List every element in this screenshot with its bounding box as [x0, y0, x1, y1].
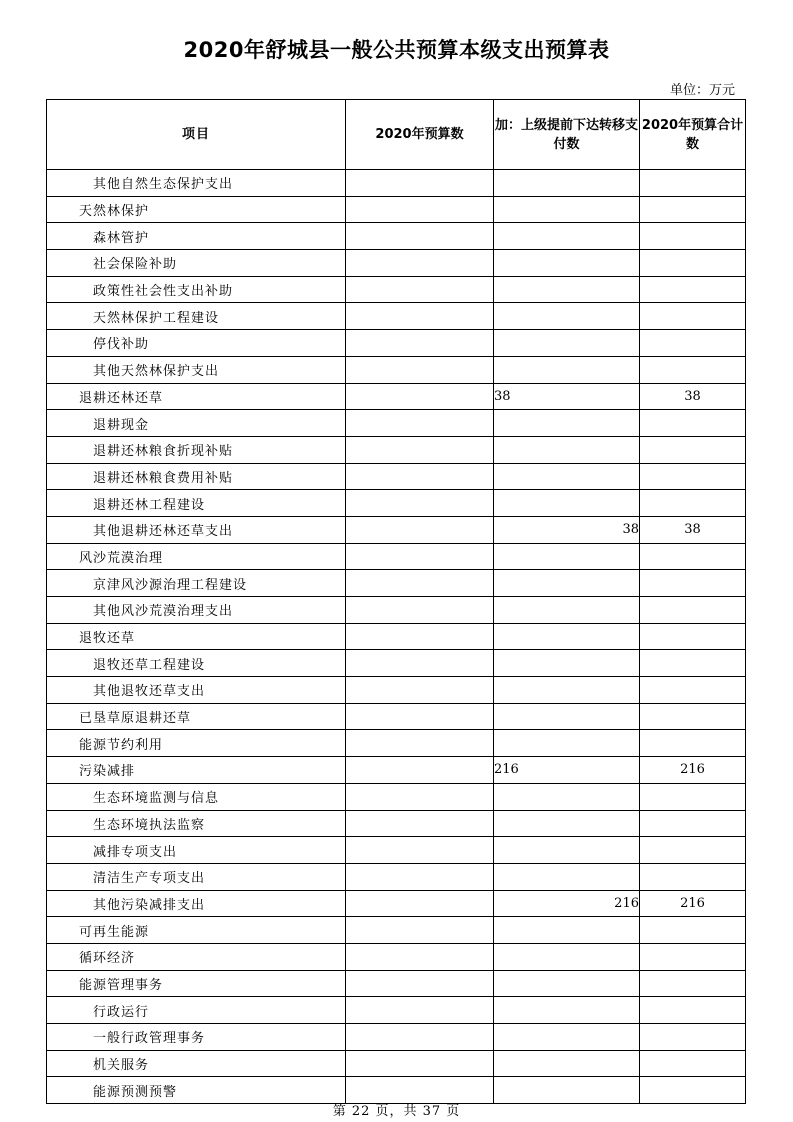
row-item-name: 其他退耕还林还草支出: [47, 516, 346, 543]
table-row: [47, 783, 746, 810]
row-budget-value: [346, 917, 494, 944]
row-total-value: [640, 303, 746, 330]
row-budget-value: [346, 943, 494, 970]
row-item-name: 其他风沙荒漠治理支出: [47, 597, 346, 624]
row-item-name: 清洁生产专项支出: [47, 863, 346, 890]
row-transfer-value: [494, 543, 640, 570]
row-total-value: [640, 330, 746, 357]
row-item-name: 天然林保护工程建设: [47, 303, 346, 330]
row-total-value: [640, 436, 746, 463]
row-transfer-value: [494, 837, 640, 864]
row-budget-value: [346, 170, 494, 197]
row-transfer-value: 216: [494, 757, 640, 784]
table-row: [47, 597, 746, 624]
row-item-name: 行政运行: [47, 997, 346, 1024]
row-transfer-value: [494, 703, 640, 730]
row-item-name: 社会保险补助: [47, 250, 346, 277]
row-budget-value: [346, 623, 494, 650]
row-total-value: 216: [640, 890, 746, 917]
row-total-value: [640, 570, 746, 597]
header-transfer: 加：上级提前下达转移支付数: [494, 100, 640, 170]
table-row: [47, 436, 746, 463]
row-transfer-value: [494, 997, 640, 1024]
row-item-name: 退耕还林粮食费用补贴: [47, 463, 346, 490]
row-total-value: [640, 1024, 746, 1051]
row-transfer-value: [494, 917, 640, 944]
row-item-name: 退牧还草: [47, 623, 346, 650]
row-budget-value: [346, 757, 494, 784]
row-transfer-value: [494, 303, 640, 330]
row-total-value: 38: [640, 516, 746, 543]
row-total-value: 38: [640, 383, 746, 410]
row-budget-value: [346, 383, 494, 410]
row-budget-value: [346, 490, 494, 517]
table-row: [47, 757, 746, 784]
row-item-name: 循环经济: [47, 943, 346, 970]
row-budget-value: [346, 597, 494, 624]
table-row: [47, 703, 746, 730]
row-transfer-value: [494, 490, 640, 517]
row-transfer-value: [494, 570, 640, 597]
table-row: [47, 810, 746, 837]
row-transfer-value: [494, 970, 640, 997]
row-transfer-value: [494, 330, 640, 357]
row-total-value: [640, 703, 746, 730]
row-budget-value: [346, 810, 494, 837]
row-total-value: 216: [640, 757, 746, 784]
row-item-name: 机关服务: [47, 1050, 346, 1077]
row-budget-value: [346, 330, 494, 357]
row-transfer-value: [494, 436, 640, 463]
row-total-value: [640, 837, 746, 864]
row-total-value: [640, 650, 746, 677]
row-transfer-value: 38: [494, 516, 640, 543]
table-row: [47, 650, 746, 677]
row-item-name: 减排专项支出: [47, 837, 346, 864]
row-total-value: [640, 730, 746, 757]
row-item-name: 京津风沙源治理工程建设: [47, 570, 346, 597]
row-budget-value: [346, 1024, 494, 1051]
row-item-name: 其他退牧还草支出: [47, 677, 346, 704]
row-budget-value: [346, 970, 494, 997]
row-budget-value: [346, 890, 494, 917]
row-budget-value: [346, 1050, 494, 1077]
table-row: [47, 1024, 746, 1051]
row-budget-value: [346, 223, 494, 250]
row-transfer-value: [494, 196, 640, 223]
table-body: [47, 170, 746, 1104]
header-total: 2020年预算合计数: [640, 100, 746, 170]
table-row: [47, 356, 746, 383]
table-row: [47, 490, 746, 517]
table-row: [47, 863, 746, 890]
row-budget-value: [346, 276, 494, 303]
row-total-value: [640, 597, 746, 624]
row-transfer-value: [494, 730, 640, 757]
row-item-name: 停伐补助: [47, 330, 346, 357]
row-item-name: 已垦草原退耕还草: [47, 703, 346, 730]
row-budget-value: [346, 250, 494, 277]
row-transfer-value: [494, 1024, 640, 1051]
row-total-value: [640, 223, 746, 250]
row-transfer-value: [494, 650, 640, 677]
row-total-value: [640, 196, 746, 223]
row-item-name: 其他天然林保护支出: [47, 356, 346, 383]
row-item-name: 森林管护: [47, 223, 346, 250]
row-transfer-value: [494, 1050, 640, 1077]
row-item-name: 风沙荒漠治理: [47, 543, 346, 570]
header-budget: 2020年预算数: [346, 100, 494, 170]
table-row: [47, 570, 746, 597]
row-item-name: 其他污染减排支出: [47, 890, 346, 917]
row-transfer-value: 216: [494, 890, 640, 917]
row-budget-value: [346, 783, 494, 810]
table-row: [47, 970, 746, 997]
row-total-value: [640, 170, 746, 197]
row-transfer-value: [494, 677, 640, 704]
unit-label: 单位：万元: [669, 83, 735, 98]
table-row: [47, 917, 746, 944]
row-item-name: 其他自然生态保护支出: [47, 170, 346, 197]
row-total-value: [640, 623, 746, 650]
table-row: [47, 890, 746, 917]
row-item-name: 退耕还林还草: [47, 383, 346, 410]
page-title: 2020年舒城县一般公共预算本级支出预算表: [183, 38, 610, 62]
row-transfer-value: [494, 276, 640, 303]
table-row: [47, 330, 746, 357]
row-budget-value: [346, 410, 494, 437]
page-footer: 第 22 页，共 37 页: [332, 1104, 461, 1119]
row-budget-value: [346, 703, 494, 730]
row-total-value: [640, 997, 746, 1024]
row-item-name: 生态环境监测与信息: [47, 783, 346, 810]
row-total-value: [640, 943, 746, 970]
row-item-name: 政策性社会性支出补助: [47, 276, 346, 303]
row-transfer-value: [494, 170, 640, 197]
table-row: [47, 223, 746, 250]
table-row: [47, 276, 746, 303]
row-budget-value: [346, 516, 494, 543]
table-header-row: [47, 100, 746, 170]
row-total-value: [640, 276, 746, 303]
row-transfer-value: 38: [494, 383, 640, 410]
row-total-value: [640, 863, 746, 890]
row-budget-value: [346, 837, 494, 864]
row-budget-value: [346, 436, 494, 463]
table-row: [47, 997, 746, 1024]
row-transfer-value: [494, 943, 640, 970]
table-row: [47, 623, 746, 650]
row-transfer-value: [494, 597, 640, 624]
table-row: [47, 383, 746, 410]
row-budget-value: [346, 997, 494, 1024]
row-item-name: 退牧还草工程建设: [47, 650, 346, 677]
row-total-value: [640, 250, 746, 277]
table-row: [47, 943, 746, 970]
row-item-name: 天然林保护: [47, 196, 346, 223]
row-transfer-value: [494, 783, 640, 810]
row-budget-value: [346, 863, 494, 890]
row-item-name: 污染减排: [47, 757, 346, 784]
row-transfer-value: [494, 223, 640, 250]
row-item-name: 一般行政管理事务: [47, 1024, 346, 1051]
table-row: [47, 463, 746, 490]
table-row: [47, 303, 746, 330]
table-row: [47, 410, 746, 437]
table-row: [47, 196, 746, 223]
row-total-value: [640, 490, 746, 517]
row-item-name: 能源管理事务: [47, 970, 346, 997]
row-total-value: [640, 410, 746, 437]
table-row: [47, 250, 746, 277]
row-budget-value: [346, 730, 494, 757]
row-transfer-value: [494, 356, 640, 383]
row-budget-value: [346, 677, 494, 704]
table-row: [47, 677, 746, 704]
row-budget-value: [346, 196, 494, 223]
row-item-name: 能源节约利用: [47, 730, 346, 757]
row-transfer-value: [494, 810, 640, 837]
table-row: [47, 543, 746, 570]
row-item-name: 退耕还林粮食折现补贴: [47, 436, 346, 463]
row-budget-value: [346, 303, 494, 330]
table-row: [47, 1050, 746, 1077]
row-budget-value: [346, 543, 494, 570]
row-total-value: [640, 356, 746, 383]
row-total-value: [640, 810, 746, 837]
row-transfer-value: [494, 863, 640, 890]
row-item-name: 可再生能源: [47, 917, 346, 944]
table-row: [47, 730, 746, 757]
row-transfer-value: [494, 250, 640, 277]
row-item-name: 能源预测预警: [47, 1077, 346, 1104]
row-item-name: 生态环境执法监察: [47, 810, 346, 837]
row-transfer-value: [494, 410, 640, 437]
table-row: [47, 516, 746, 543]
row-budget-value: [346, 356, 494, 383]
row-transfer-value: [494, 623, 640, 650]
header-item: 项目: [47, 100, 346, 170]
table-row: [47, 837, 746, 864]
row-transfer-value: [494, 463, 640, 490]
row-item-name: 退耕现金: [47, 410, 346, 437]
row-budget-value: [346, 463, 494, 490]
row-total-value: [640, 783, 746, 810]
row-total-value: [640, 1050, 746, 1077]
row-budget-value: [346, 650, 494, 677]
row-item-name: 退耕还林工程建设: [47, 490, 346, 517]
row-total-value: [640, 543, 746, 570]
table-row: [47, 170, 746, 197]
row-total-value: [640, 970, 746, 997]
budget-table: [46, 99, 746, 1104]
row-budget-value: [346, 570, 494, 597]
row-total-value: [640, 917, 746, 944]
row-total-value: [640, 677, 746, 704]
row-total-value: [640, 463, 746, 490]
